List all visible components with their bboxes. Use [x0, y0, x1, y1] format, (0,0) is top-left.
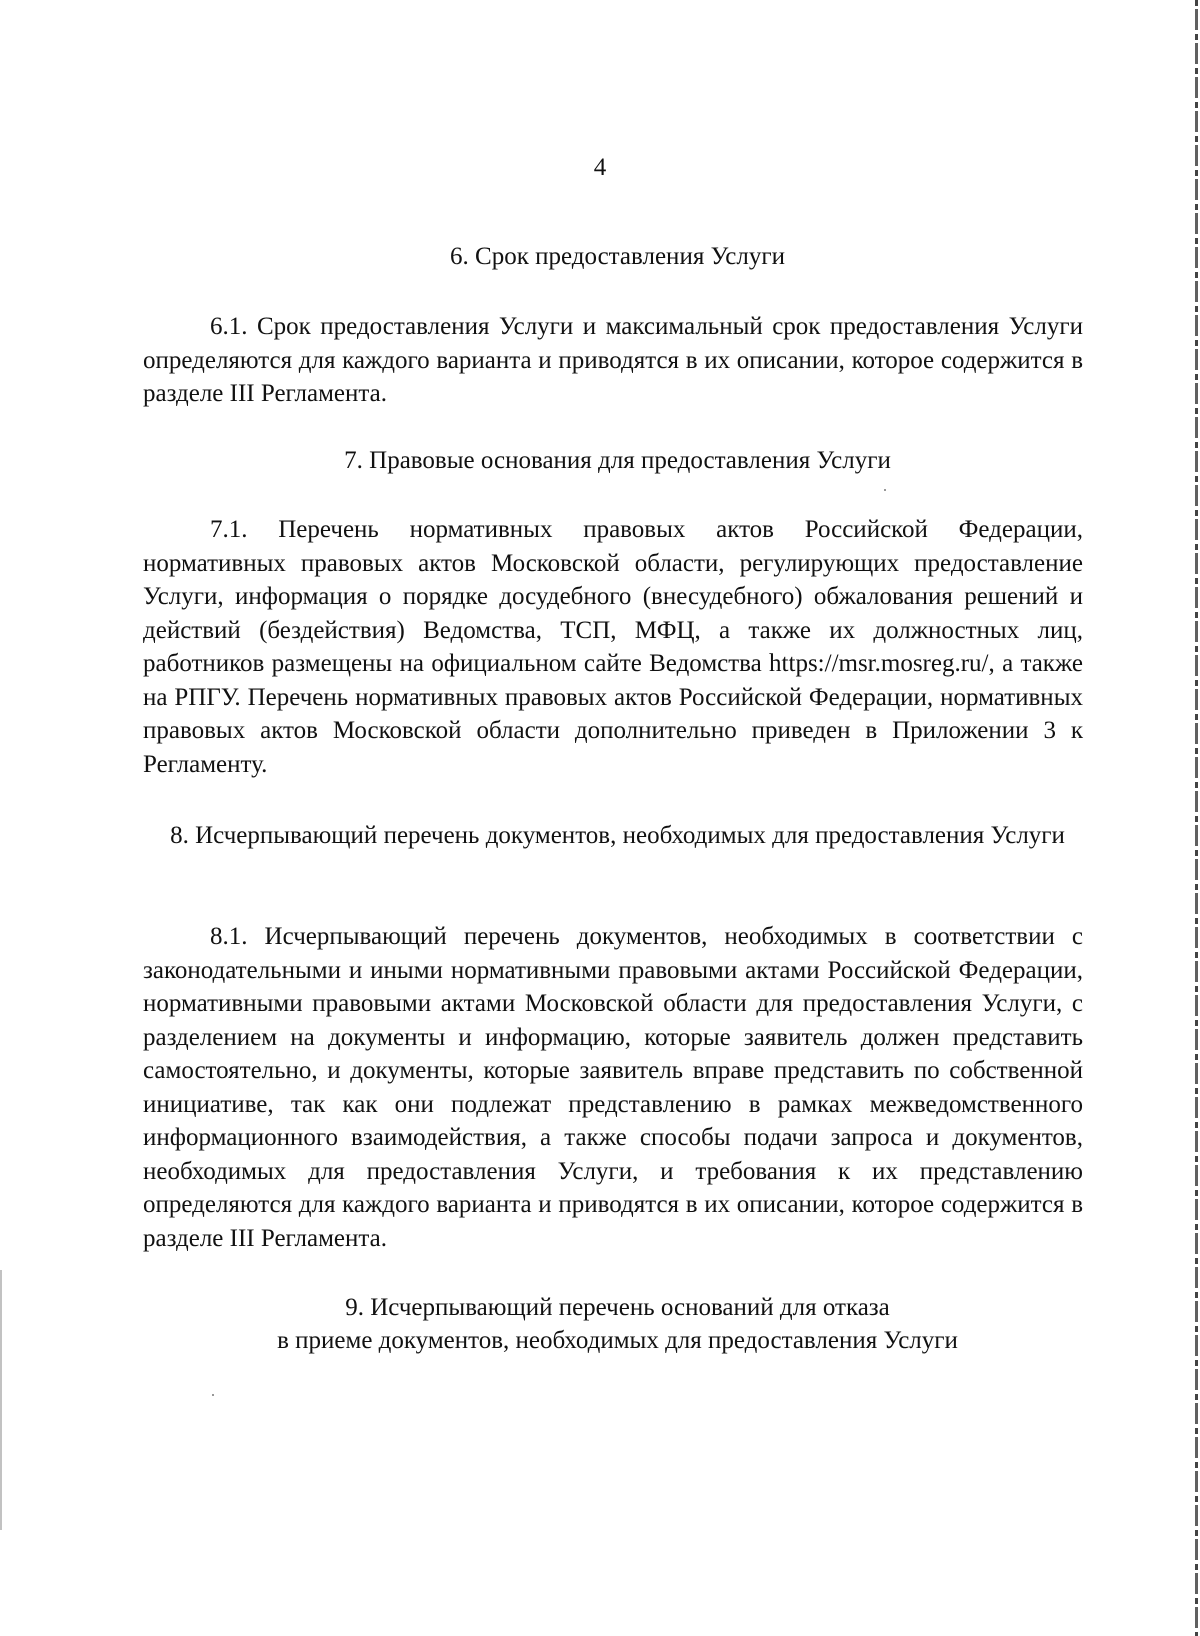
- section-6-paragraph: 6.1. Срок предоставления Услуги и максимальный срок предоставления Услуги определяются для каждого варианта и приводятся в их описании, которое содержится в разделе III Регламента.: [143, 313, 1083, 407]
- scan-speck: [212, 1394, 214, 1396]
- page-number: 4: [593, 154, 607, 181]
- section-6-heading: 6. Срок предоставления Услуги: [450, 243, 785, 270]
- section-7-heading: 7. Правовые основания для предоставления Услуги: [344, 447, 891, 474]
- scan-edge-artifact-left: [0, 1270, 2, 1530]
- section-7-paragraph: 7.1. Перечень нормативных правовых актов Российской Федерации, нормативных правовых актов Московской области, регулирующих предоставление Услуги, информация о порядке досудебного (внесудебного) обжалования решений и действий (бездействия) Ведомства, ТСП, МФЦ, а также их должностных лиц, работников размещены на официальном сайте Ведомства https://msr.mosreg.ru/, а также на РПГУ. Перечень нормативных правовых актов Российской Федерации, нормативных правовых актов Московской области дополнительно приведен в Приложении 3 к Регламенту.: [143, 516, 1083, 778]
- scan-speck: [884, 489, 886, 491]
- section-8-heading: 8. Исчерпывающий перечень документов, необходимых для предоставления Услуги: [170, 822, 1065, 849]
- section-8-paragraph: 8.1. Исчерпывающий перечень документов, необходимых в соответствии с законодательными и иными нормативными правовыми актами Российской Федерации, нормативными правовыми актами Московской области для предоставления Услуги, с разделением на документы и информацию, которые заявитель должен представить самостоятельно, и документы, которые заявитель вправе представить по собственной инициативе, так как они подлежат представлению в рамках межведомственного информационного взаимодействия, а также способы подачи запроса и документов, необходимых для предоставления Услуги, и требования к их представлению определяются для каждого варианта и приводятся в их описании, которое содержится в разделе III Регламента.: [143, 923, 1083, 1252]
- scan-edge-artifact: [1195, 0, 1198, 1636]
- section-9-heading: [145, 1291, 1090, 1357]
- section-9-heading-line-1: 9. Исчерпывающий перечень оснований для отказа: [345, 1294, 890, 1321]
- section-9-heading-line-2: в приеме документов, необходимых для предоставления Услуги: [277, 1327, 958, 1354]
